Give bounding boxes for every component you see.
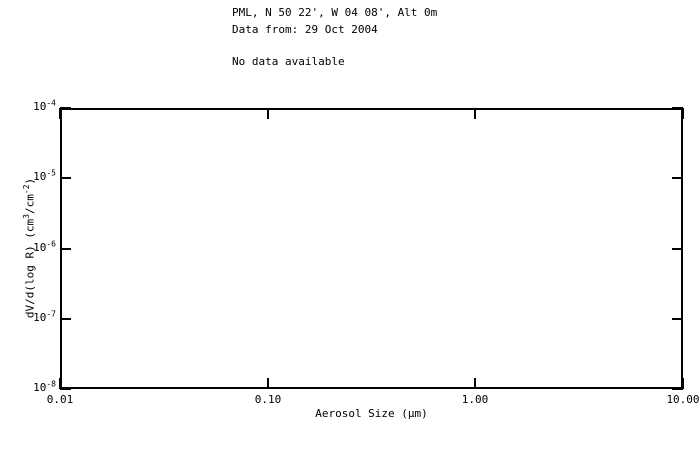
- y-tick-mark: [672, 248, 683, 250]
- y-tick-mark: [60, 248, 71, 250]
- y-axis-tick-label: $10^{-8}$: [33, 379, 56, 394]
- x-axis-title: Aerosol Size (µm): [315, 407, 428, 420]
- x-tick-mark: [59, 108, 61, 119]
- y-tick-mark: [672, 177, 683, 179]
- y-axis-title: dV/d(log R) $(cm^3/cm^{-2})$: [21, 177, 37, 319]
- x-tick-mark: [682, 108, 684, 119]
- y-tick-mark: [60, 177, 71, 179]
- data-date-text: Data from: 29 Oct 2004: [232, 23, 378, 36]
- y-tick-mark: [60, 107, 71, 109]
- x-tick-mark: [267, 378, 269, 389]
- x-tick-mark: [474, 378, 476, 389]
- y-axis-tick-label: $10^{-5}$: [33, 168, 56, 183]
- x-axis-tick-label: 1.00: [461, 393, 489, 406]
- plot-area: [60, 108, 683, 389]
- y-axis-tick-label: $10^{-7}$: [33, 309, 56, 324]
- y-tick-mark: [60, 388, 71, 390]
- y-tick-mark: [672, 388, 683, 390]
- y-tick-mark: [672, 107, 683, 109]
- y-tick-mark: [60, 318, 71, 320]
- x-axis-tick-label: 0.01: [46, 393, 74, 406]
- y-axis-tick-label: $10^{-6}$: [33, 239, 56, 254]
- x-tick-mark: [474, 108, 476, 119]
- x-axis-tick-label: 10.00: [666, 393, 700, 406]
- y-axis-tick-label: $10^{-4}$: [33, 98, 56, 113]
- y-tick-mark: [672, 318, 683, 320]
- no-data-message: No data available: [232, 55, 345, 68]
- x-axis-tick-label: 0.10: [254, 393, 282, 406]
- station-location-text: PML, N 50 22', W 04 08', Alt 0m: [232, 6, 438, 19]
- x-tick-mark: [267, 108, 269, 119]
